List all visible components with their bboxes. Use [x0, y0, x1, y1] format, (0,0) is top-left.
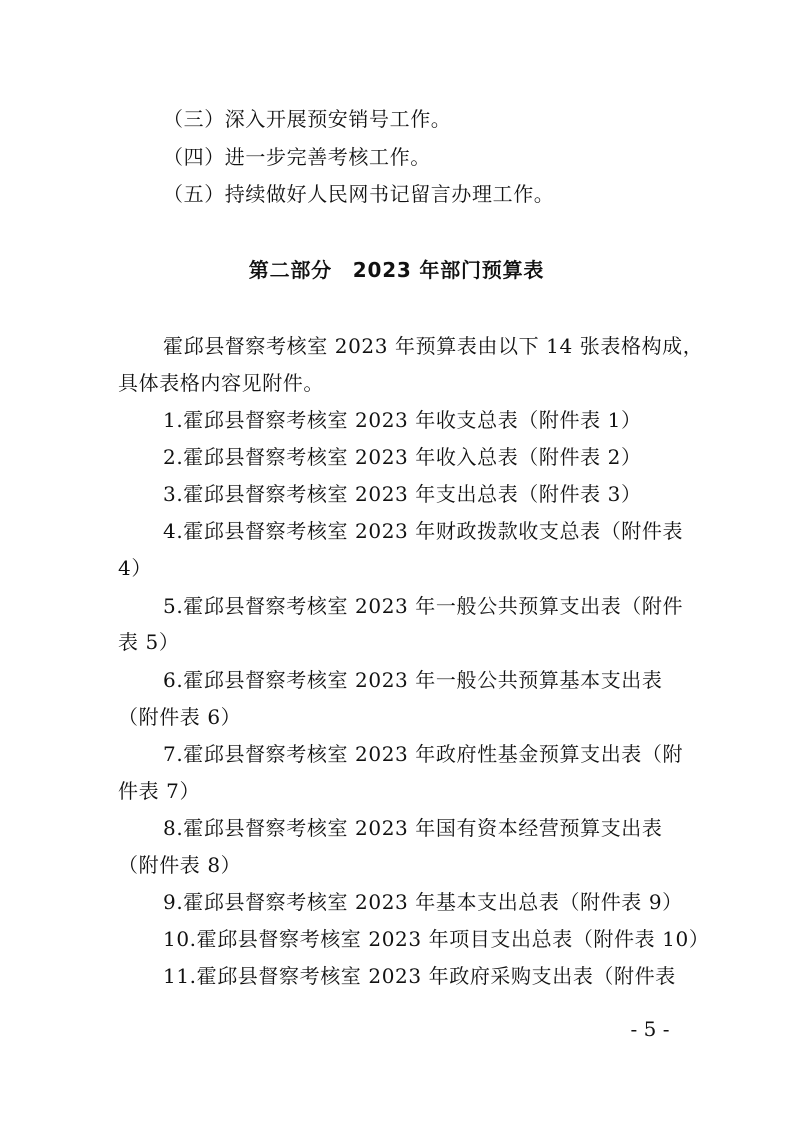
intro-paragraph-line-2: 具体表格内容见附件。 — [118, 371, 324, 395]
table-list-item-9: 9.霍邱县督察考核室 2023 年基本支出总表（附件表 9） — [163, 890, 683, 914]
list-item-3: （三）深入开展预安销号工作。 — [163, 107, 452, 131]
table-list-item-4-line-2: 4） — [118, 556, 152, 580]
table-list-item-7-line-1: 7.霍邱县督察考核室 2023 年政府性基金预算支出表（附 — [163, 742, 684, 766]
table-list-item-6-line-2: （附件表 6） — [118, 705, 242, 729]
intro-paragraph-line-1: 霍邱县督察考核室 2023 年预算表由以下 14 张表格构成， — [163, 334, 704, 358]
table-list-item-8-line-2: （附件表 8） — [118, 853, 242, 877]
table-list-item-8-line-1: 8.霍邱县督察考核室 2023 年国有资本经营预算支出表 — [163, 816, 663, 840]
table-list-item-6-line-1: 6.霍邱县督察考核室 2023 年一般公共预算基本支出表 — [163, 668, 663, 692]
section-heading: 第二部分 2023 年部门预算表 — [248, 258, 545, 282]
table-list-item-10: 10.霍邱县督察考核室 2023 年项目支出总表（附件表 10） — [163, 927, 710, 951]
table-list-item-7-line-2: 件表 7） — [118, 779, 201, 803]
table-list-item-11: 11.霍邱县督察考核室 2023 年政府采购支出表（附件表 — [163, 964, 676, 988]
table-list-item-5-line-1: 5.霍邱县督察考核室 2023 年一般公共预算支出表（附件 — [163, 594, 684, 618]
list-item-5: （五）持续做好人民网书记留言办理工作。 — [163, 182, 555, 206]
table-list-item-1: 1.霍邱县督察考核室 2023 年收支总表（附件表 1） — [163, 408, 642, 432]
table-list-item-5-line-2: 表 5） — [118, 630, 180, 654]
table-list-item-4-line-1: 4.霍邱县督察考核室 2023 年财政拨款收支总表（附件表 — [163, 519, 684, 543]
page-number: - 5 - — [630, 1017, 670, 1041]
table-list-item-2: 2.霍邱县督察考核室 2023 年收入总表（附件表 2） — [163, 445, 642, 469]
list-item-4: （四）进一步完善考核工作。 — [163, 145, 431, 169]
table-list-item-3: 3.霍邱县督察考核室 2023 年支出总表（附件表 3） — [163, 482, 642, 506]
